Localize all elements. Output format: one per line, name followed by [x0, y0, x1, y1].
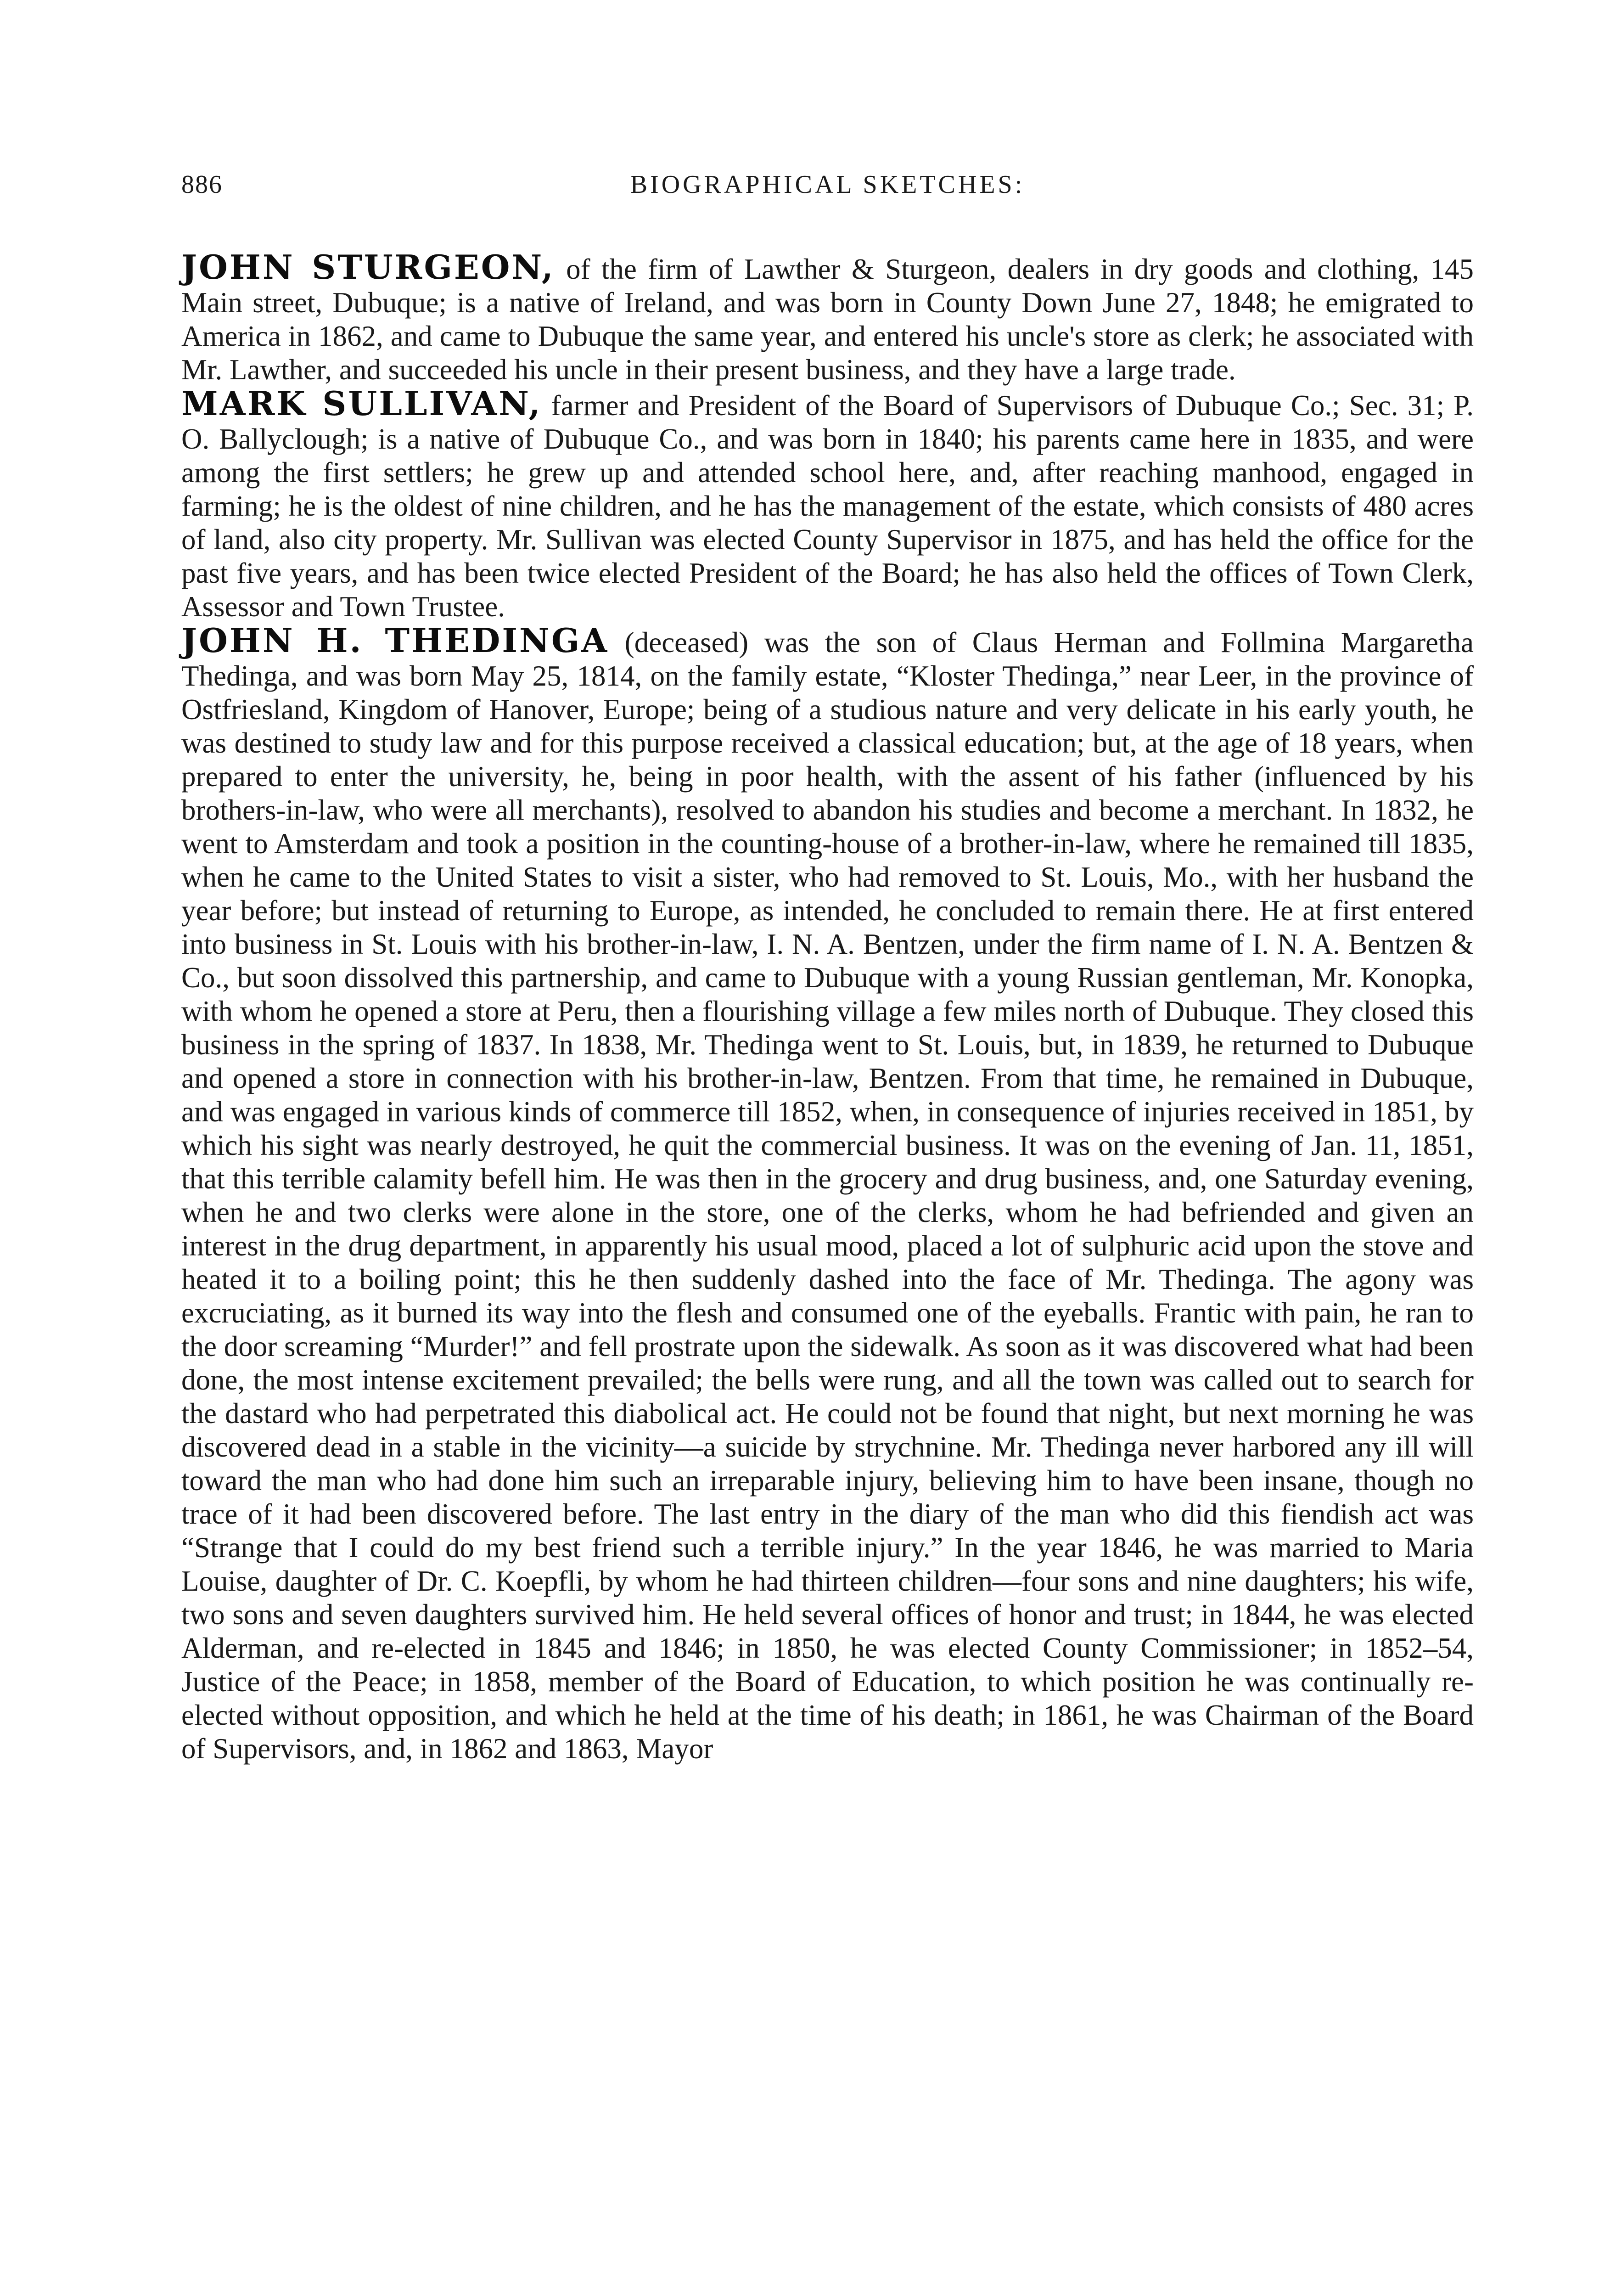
entry-text: (deceased) was the son of Claus Herman and Follmina Margaretha Thedinga, and was born May 25, 1814, on the family estate, “Kloster Thedinga,” near Leer, in the province of Ostfriesland, Kingdom of Hanover, Europe; being of a studious nature and very delicate in his early youth, he was destined to study law and for this purpose received a classical education; but, at the age of 18 years, when prepared to enter the university, he, being in poor health, with the assent of his father (influenced by his brothers-in-law, who were all merchants), resolved to abandon his studies and become a merchant. In 1832, he went to Amsterdam and took a position in the counting-house of a brother-in-law, where he remained till 1835, when he came to the United States to visit a sister, who had removed to St. Louis, Mo., with her husband the year before; but instead of returning to Europe, as intended, he concluded to remain there. He at first entered into business in St. Louis with his brother-in-law, I. N. A. Bentzen, under the firm name of I. N. A. Bentzen & Co., but soon dissolved this partnership, and came to Dubuque with a young Russian gentleman, Mr. Konopka, with whom he opened a store at Peru, then a flourishing village a few miles north of Dubuque. They closed this business in the spring of 1837. In 1838, Mr. Thedinga went to St. Louis, but, in 1839, he returned to Dubuque and opened a store in connection with his brother-in-law, Bentzen. From that time, he remained in Dubuque, and was engaged in various kinds of commerce till 1852, when, in consequence of injuries received in 1851, by which his sight was nearly destroyed, he quit the commercial business. It was on the evening of Jan. 11, 1851, that this terrible calamity befell him. He was then in the grocery and drug business, and, one Saturday evening, when he and two clerks were alone in the store, one of the clerks, whom he had befriended and given an interest in the drug department, in apparently his usual mood, placed a lot of sulphuric acid upon the stove and heated it to a boiling point; this he then suddenly dashed into the face of Mr. Thedinga. The agony was excruciating, as it burned its way into the flesh and consumed one of the eyeballs. Frantic with pain, he ran to the door screaming “Murder!” and fell prostrate upon the sidewalk. As soon as it was discovered what had been done, the most intense excitement prevailed; the bells were rung, and all the town was called out to search for the dastard who had perpetrated this diabolical act. He could not be found that night, but next morning he was discovered dead in a stable in the vicinity—a suicide by strychnine. Mr. Thedinga never harbored any ill will toward the man who had done him such an irreparable injury, believing him to have been insane, though no trace of it had been discovered before. The last entry in the diary of the man who did this fiendish act was “Strange that I could do my best friend such a terrible injury.” In the year 1846, he was married to Maria Louise, daughter of Dr. C. Koepfli, by whom he had thirteen children—four sons and nine daughters; his wife, two sons and seven daughters survived him. He held several offices of honor and trust; in 1844, he was elected Alderman, and re-elected in 1845 and 1846; in 1850, he was elected County Commissioner; in 1852–54, Justice of the Peace; in 1858, member of the Board of Education, to which position he was continually re-elected without opposition, and which he held at the time of his death; in 1861, he was Chairman of the Board of Supervisors, and, in 1862 and 1863, Mayor — [181, 626, 1474, 1765]
entry-name: JOHN H. THEDINGA — [181, 621, 609, 660]
entry-john-sturgeon — [181, 250, 1474, 387]
entry-john-h-thedinga — [181, 621, 1474, 1766]
page-number: 886 — [181, 170, 223, 199]
running-title: BIOGRAPHICAL SKETCHES: — [630, 170, 1025, 199]
page-header — [181, 170, 1474, 207]
entry-name: MARK SULLIVAN, — [181, 384, 542, 423]
entry-text: farmer and President of the Board of Supervisors of Dubuque Co.; Sec. 31; P. O. Ballyclough; is a native of Dubuque Co., and was born in 1840; his parents came here in 1835, and were among the first settlers; he grew up and attended school here, and, after reaching manhood, engaged in farming; he is the oldest of nine children, and he has the management of the estate, which consists of 480 acres of land, also city property. Mr. Sullivan was elected County Supervisor in 1875, and has held the office for the past five years, and has been twice elected President of the Board; he has also held the offices of Town Clerk, Assessor and Town Trustee. — [181, 389, 1474, 623]
entry-text: of the firm of Lawther & Sturgeon, dealers in dry goods and clothing, 145 Main street, Dubuque; is a native of Ireland, and was born in County Down June 27, 1848; he emigrated to America in 1862, and came to Dubuque the same year, and entered his uncle's store as clerk; he associated with Mr. Lawther, and succeeded his uncle in their present business, and they have a large trade. — [181, 253, 1474, 386]
entry-name: JOHN STURGEON, — [181, 248, 555, 287]
entry-mark-sullivan — [181, 384, 1474, 624]
biography-column — [181, 250, 1474, 1766]
